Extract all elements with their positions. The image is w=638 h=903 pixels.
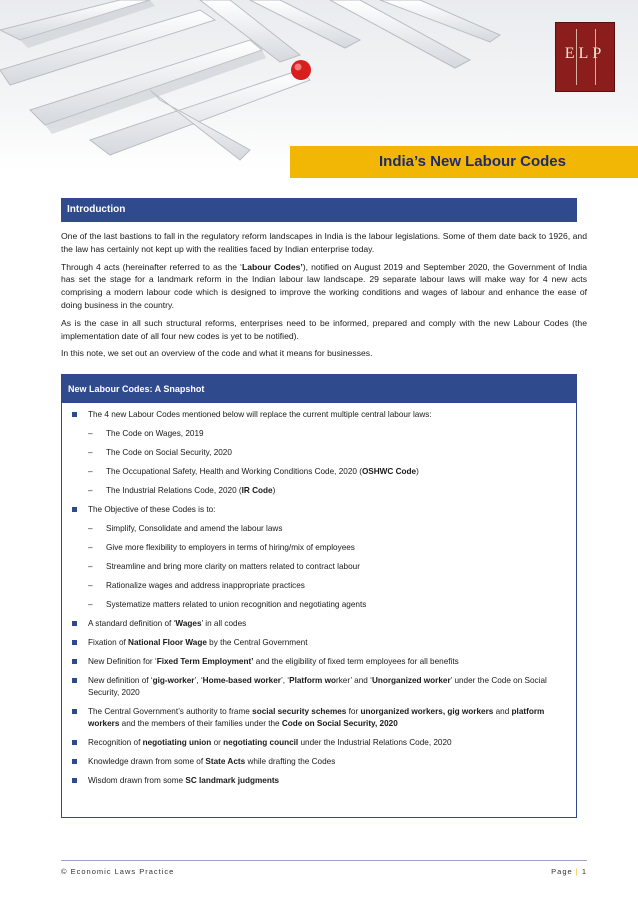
text-run: The Occupational Safety, Health and Working Conditions Code, 2020 ( [106,467,362,476]
text-run: under the Industrial Relations Code, 2020 [298,738,452,747]
bullet-item [70,504,570,516]
text-run: and [493,707,512,716]
bold-text: Unorganized worker [371,676,451,685]
text-run: and the eligibility of fixed term employees for all benefits [253,657,459,666]
bullet-item [70,656,570,668]
text-run: ’, ‘ [280,676,290,685]
text-run: Simplify, Consolidate and amend the labour laws [106,524,283,533]
bold-text: Code on Social Security, 2020 [281,719,398,728]
elp-logo [555,22,615,92]
text-run: ’ under the Code on Social Security, 2020 [88,676,547,697]
intro-paragraph [61,230,587,256]
bold-text: IR Code [241,486,273,495]
text-run: The Central Government’s authority to frame [88,707,253,716]
intro-paragraph [61,347,587,360]
sub-item [70,561,570,573]
text-run: The Code on Wages, 2019 [106,429,204,438]
sub-item [70,599,570,611]
snapshot-heading-bar [62,375,576,403]
text-run: In this note, we set out an overview of the code and what it means for businesses. [61,348,373,359]
text-run: The 4 new Labour Codes mentioned below will replace the current multiple central labour laws: [88,410,432,419]
text-run: and the members of their families under the [119,719,282,728]
page-label: Page [551,867,573,876]
bold-text: gig-worker [152,676,195,685]
bold-text: National Floor Wage [128,638,207,647]
snapshot-list [70,409,570,794]
text-run: Streamline and bring more clarity on matters related to contract labour [106,562,360,571]
sub-item [70,485,570,497]
text-run: Wisdom drawn from some [88,776,186,785]
bullet-item [70,737,570,749]
intro-paragraph [61,317,587,343]
text-run: New Definition for ‘ [88,657,157,666]
snapshot-heading: New Labour Codes: A Snapshot [68,384,205,394]
bold-text: Fixed Term Employment’ [156,657,254,666]
maze-illustration [0,0,638,170]
bullet-item [70,637,570,649]
bold-text: social security schemes [252,707,347,716]
text-run: rker’ and ‘ [335,676,372,685]
introduction-body [61,230,587,365]
page-number: 1 [581,867,587,876]
bold-text: Platform wo [289,676,336,685]
bold-text: platform workers [88,707,545,728]
text-run: Rationalize wages and address inappropriate practices [106,581,305,590]
text-run: Systematize matters related to union recognition and negotiating agents [106,600,367,609]
snapshot-box [61,374,577,818]
text-run: One of the last bastions to fall in the regulatory reform landscapes in India is the labour legislations. Some of them date back to 1926, and the law has certainly not kept up with the realities faced by Indian enterprise today. [61,231,587,254]
text-run: The Objective of these Codes is to: [88,505,216,514]
introduction-heading-bar [61,198,577,222]
text-run: Knowledge drawn from some of [88,757,206,766]
sub-item [70,447,570,459]
bold-text: negotiating council [223,738,299,747]
sub-item [70,580,570,592]
text-run: New definition of ‘ [88,676,153,685]
bold-text: Home-based worker [202,676,281,685]
page-separator: | [575,867,579,876]
text-run: A standard definition of ‘ [88,619,176,628]
page-title: India’s New Labour Codes [379,153,566,170]
bullet-item [70,409,570,421]
footer-divider [61,860,587,861]
text-run: ), notified on August 2019 and September 2020, the Government of India has set the stage for a landmark reform in the Indian labour law landscape. 29 separate labour laws will make way for 4 new acts comprising a modern labour code which is designed to improve the working conditions and wages of labour and enhance the ease of doing business in the country. [61,261,587,310]
text-run: Give more flexibility to employers in terms of hiring/mix of employees [106,543,355,552]
sub-item [70,466,570,478]
header-image [0,0,638,170]
text-run: ’, ‘ [194,676,203,685]
sub-item [70,523,570,535]
bold-text: unorganized workers, gig workers [360,707,494,716]
text-run: or [211,738,224,747]
intro-paragraph [61,261,587,312]
footer-page-number [551,867,587,876]
sub-item [70,542,570,554]
text-run: ) [416,467,419,476]
bullet-item [70,675,570,699]
text-run: Through 4 acts (hereinafter referred to as the ‘ [61,261,242,272]
text-run: Recognition of [88,738,143,747]
text-run: ’ in all codes [201,619,247,628]
footer-copyright: © Economic Laws Practice [61,867,175,876]
red-ball [291,60,311,80]
bold-text: Wages [175,619,202,628]
bold-text: negotiating union [142,738,212,747]
introduction-heading: Introduction [67,204,126,215]
text-run: The Code on Social Security, 2020 [106,448,232,457]
text-run: The Industrial Relations Code, 2020 ( [106,486,242,495]
text-run: by the Central Government [206,638,308,647]
sub-item [70,428,570,440]
text-run: Fixation of [88,638,129,647]
logo-text: ELP [564,45,606,62]
text-run: while drafting the Codes [245,757,336,766]
bullet-item [70,706,570,730]
bold-text: Labour Codes’ [241,261,303,272]
text-run: ) [272,486,276,495]
text-run: As is the case in all such structural reforms, enterprises need to be informed, prepared and comply with the new Labour Codes (the implementation date of all four new codes is yet to be notified). [61,317,587,341]
bullet-item [70,775,570,787]
text-run: for [346,707,361,716]
title-bar [290,146,638,178]
bold-text: State Acts [205,757,246,766]
bullet-item [70,618,570,630]
bullet-item [70,756,570,768]
bold-text: SC landmark judgments [185,776,280,785]
bold-text: OSHWC Code [361,467,417,476]
